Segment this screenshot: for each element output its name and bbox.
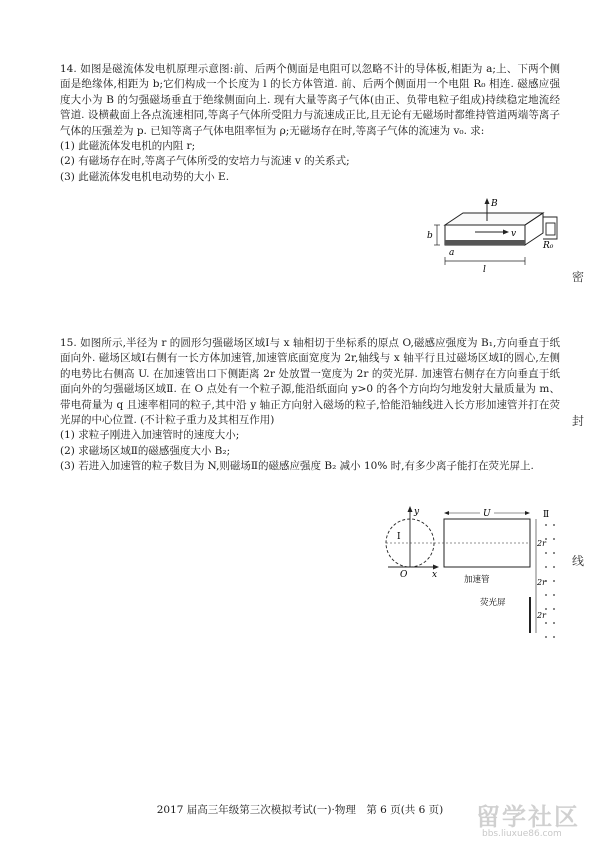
q15-label-tube: 加速管	[464, 575, 490, 585]
q15-stem: 15. 如图所示,半径为 r 的圆形匀强磁场区域Ⅰ与 x 轴相切于坐标系的原点 O,磁感应强度为 B₁,方向垂直于纸面向外. 磁场区域Ⅰ右侧有一长方体加速管,加速管底面宽度为 2r,轴线与 x 轴平行且过磁场区域Ⅰ的圆心,左侧的电势比右侧高 U. 在加速管出口下侧距离 2r 处放置一宽度为 2r 的荧光屏. 加速管右侧存在方向垂直于纸面向外的匀强磁场区域Ⅱ. 在 O 点处有一个粒子源,能沿纸面向 y>0 的各个方向均匀地发射大量质量为 m、带电荷量为 q 且速率相同的粒子,其中沿 y 轴正方向射入磁场的粒子,恰能沿轴线进入长方形加速管并打在荧光屏的中心位置. (不计粒子重力及其相互作用)	[60, 337, 560, 427]
q15-label-x: x	[432, 570, 438, 580]
q15-label-2r-tube: 2r	[537, 539, 546, 548]
q15-label-region1: Ⅰ	[397, 532, 401, 542]
q15-label-region2: Ⅱ	[543, 510, 550, 520]
q15-part-1: (1) 求粒子刚进入加速管时的速度大小;	[60, 429, 240, 442]
q14-figure	[425, 195, 565, 277]
q14-part-2: (2) 有磁场存在时,等离子气体所受的安培力与流速 v 的关系式;	[60, 155, 350, 168]
q15-label-O: O	[400, 570, 408, 580]
q14-stem: 14. 如图是磁流体发电机原理示意图:前、后两个侧面是电阻可以忽略不计的导体板,相距为 a;上、下两个侧面是绝缘体,相距为 b;它们构成一个长度为 l 的长方体管道. 前、后两个侧面用一个电阻 R₀ 相连. 磁感应强度大小为 B 的匀强磁场垂直于绝缘侧面向上. 现有大量等离子气体(由正、负带电粒子组成)持续稳定地流经管道. 设横截面上各点流速相同,等离子气体所受阻力与流速成正比,且无论有无磁场时都维持管道两端等离子气体的压强差为 p. 已知等离子气体电阻率恒为 ρ;无磁场存在时,等离子气体的流速为 v₀. 求:	[60, 63, 560, 137]
q15-figure	[380, 505, 560, 645]
watermark-logo-text: 留学社区	[476, 803, 580, 831]
q15-label-screen: 荧光屏	[480, 598, 506, 608]
q15-label-U: U	[483, 509, 491, 519]
q14-part-3: (3) 此磁流体发电机电动势的大小 E.	[60, 170, 230, 183]
q15-label-2r-screen: 2r	[537, 611, 546, 620]
q14-label-B: B	[491, 199, 498, 209]
question-14	[60, 62, 560, 185]
q14-part-1: (1) 此磁流体发电机的内阻 r;	[60, 140, 196, 153]
seal-xian: 线	[572, 554, 585, 568]
q14-label-l: l	[483, 265, 486, 275]
q15-part-2: (2) 求磁场区域Ⅱ的磁感强度大小 B₂;	[60, 444, 231, 457]
seal-feng: 封	[572, 414, 585, 428]
q14-label-b: b	[427, 231, 433, 241]
q15-label-y: y	[414, 507, 420, 517]
q14-label-a: a	[449, 248, 455, 258]
page-footer: 2017 届高三年级第三次模拟考试(一)·物理 第 6 页(共 6 页)	[156, 804, 444, 816]
q15-part-3: (3) 若进入加速管的粒子数目为 N,则磁场Ⅱ的磁感应强度 B₂ 减小 10% 时,有多少离子能打在荧光屏上.	[60, 460, 534, 473]
q14-label-R0: R₀	[543, 241, 554, 251]
watermark	[470, 797, 595, 845]
q15-label-2r-gap: 2r	[537, 578, 546, 587]
watermark-url: bbs.liuxue86.com	[482, 829, 562, 839]
seal-mi: 密	[572, 270, 585, 284]
q14-label-v: v	[511, 229, 517, 239]
question-15	[60, 336, 560, 475]
